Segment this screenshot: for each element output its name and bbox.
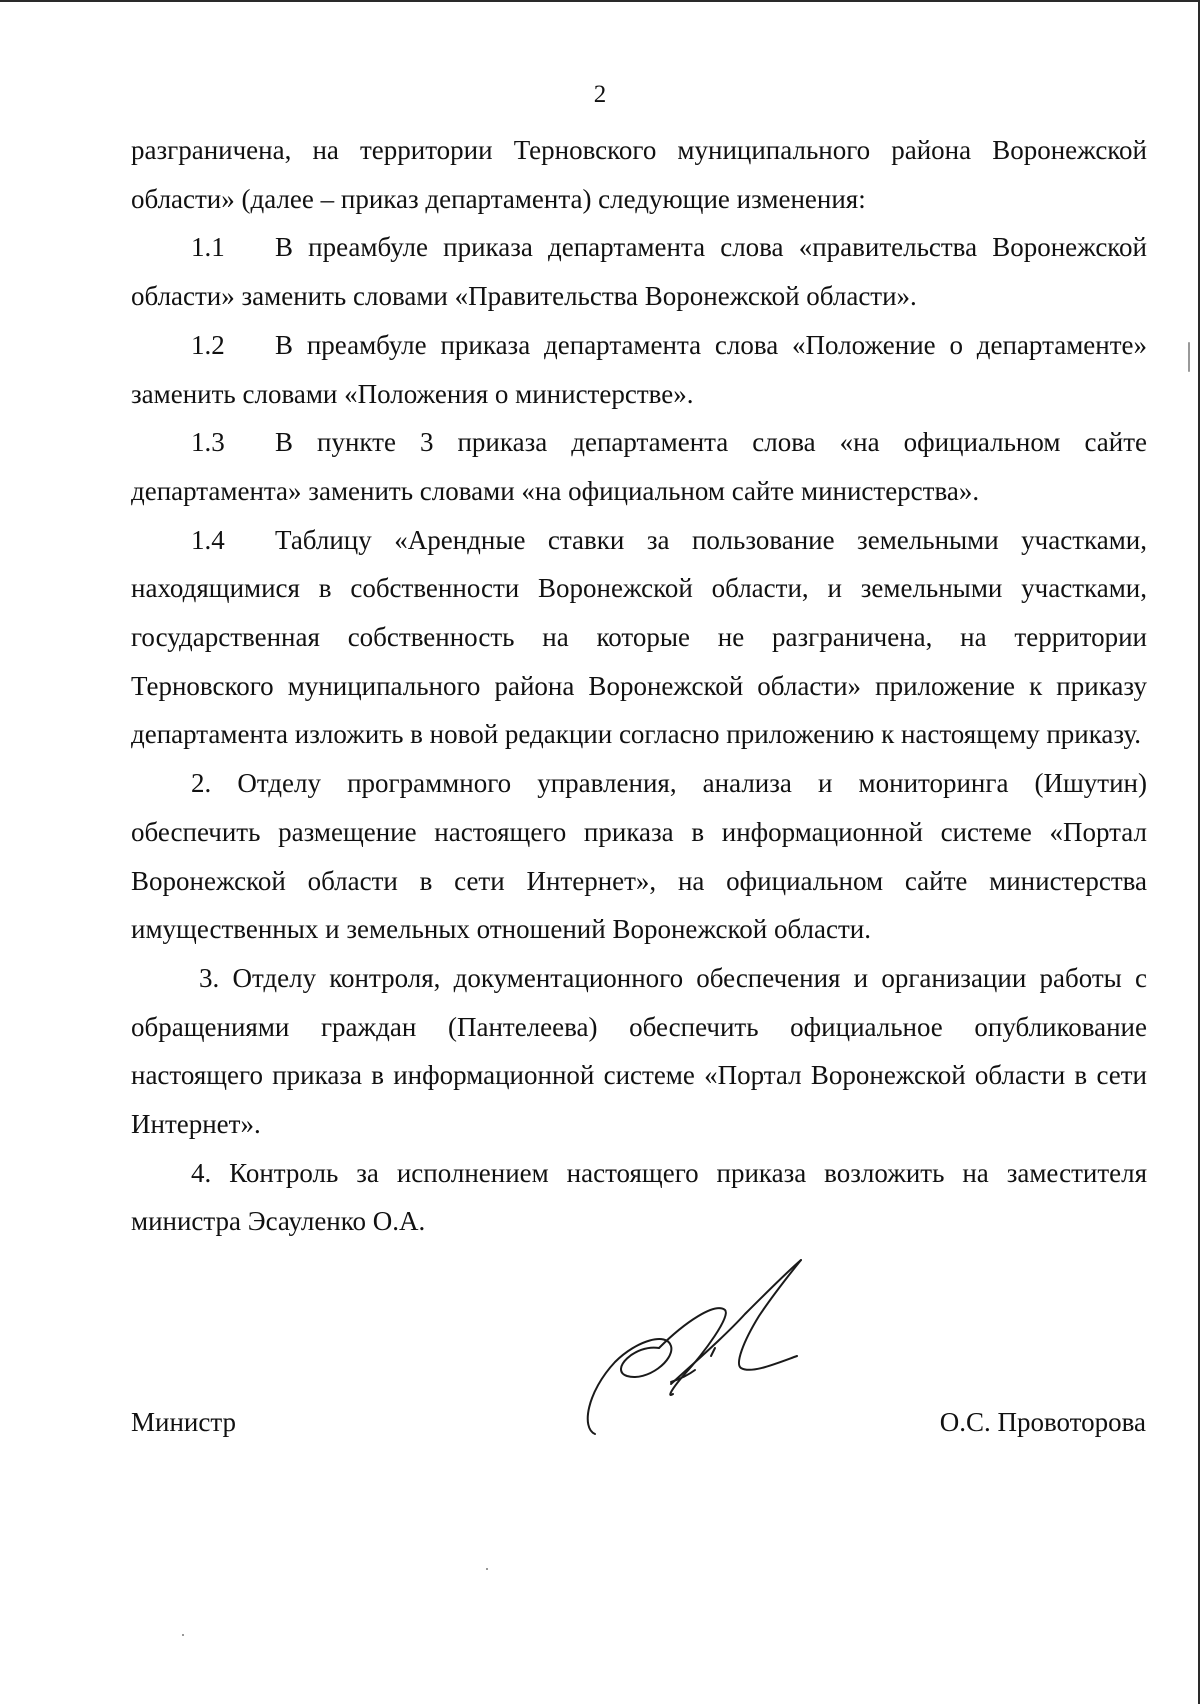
signatory-title: Министр	[131, 1407, 236, 1437]
paragraph-text: В преамбуле приказа департамента слова «правительства Воронежской области» заменить словами «Правительства Воронежской области».	[131, 232, 1147, 312]
paragraph-text: В преамбуле приказа департамента слова «Положение о департаменте» заменить словами «Положения о министерстве».	[131, 329, 1147, 409]
item-number: 1.3	[191, 427, 225, 458]
scan-edge-mark	[1188, 342, 1190, 372]
page-number: 2	[593, 81, 607, 108]
paragraph-1-1	[131, 223, 1147, 320]
item-number: 1.4	[191, 524, 225, 555]
paragraph-2: 2. Отделу программного управления, анализа и мониторинга (Ишутин) обеспечить размещение настоящего приказа в информационной системе «Портал Воронежской области в сети Интернет», на официальном сайте министерства имущественных и земельных отношений Воронежской области.	[131, 768, 1147, 945]
item-number: 1.1	[191, 232, 225, 263]
scan-speck	[182, 1634, 184, 1636]
document-body	[131, 126, 1147, 1246]
paragraph-text: В пункте 3 приказа департамента слова «на официальном сайте департамента» заменить словами «на официальном сайте министерства».	[131, 427, 1147, 506]
paragraph-1-4	[131, 516, 1147, 760]
item-number: 1.2	[191, 329, 225, 360]
handwritten-signature	[575, 1252, 875, 1462]
paragraph-text: Таблицу «Арендные ставки за пользование земельными участками, находящимися в собственности Воронежской области, и земельными участками, государственная собственность на которые не разграничена, на территории Терновского муниципального района Воронежской области» приложение к приказу департамента изложить в новой редакции согласно приложению к настоящему приказу.	[131, 524, 1147, 750]
signatory-name: О.С. Провоторова	[939, 1407, 1146, 1437]
paragraph-1-2	[131, 321, 1147, 418]
paragraph-1-3	[131, 418, 1147, 515]
paragraph-4: 4. Контроль за исполнением настоящего приказа возложить на заместителя министра Эсауленко О.А.	[131, 1157, 1147, 1237]
scan-speck	[486, 1568, 488, 1570]
paragraph-continuation: разграничена, на территории Терновского муниципального района Воронежской области» (далее – приказ департамента) следующие изменения:	[131, 135, 1147, 214]
paragraph-3: 3. Отделу контроля, документационного обеспечения и организации работы с обращениями граждан (Пантелеева) обеспечить официальное опубликование настоящего приказа в информационной системе «Портал Воронежской области в сети Интернет».	[131, 962, 1147, 1140]
